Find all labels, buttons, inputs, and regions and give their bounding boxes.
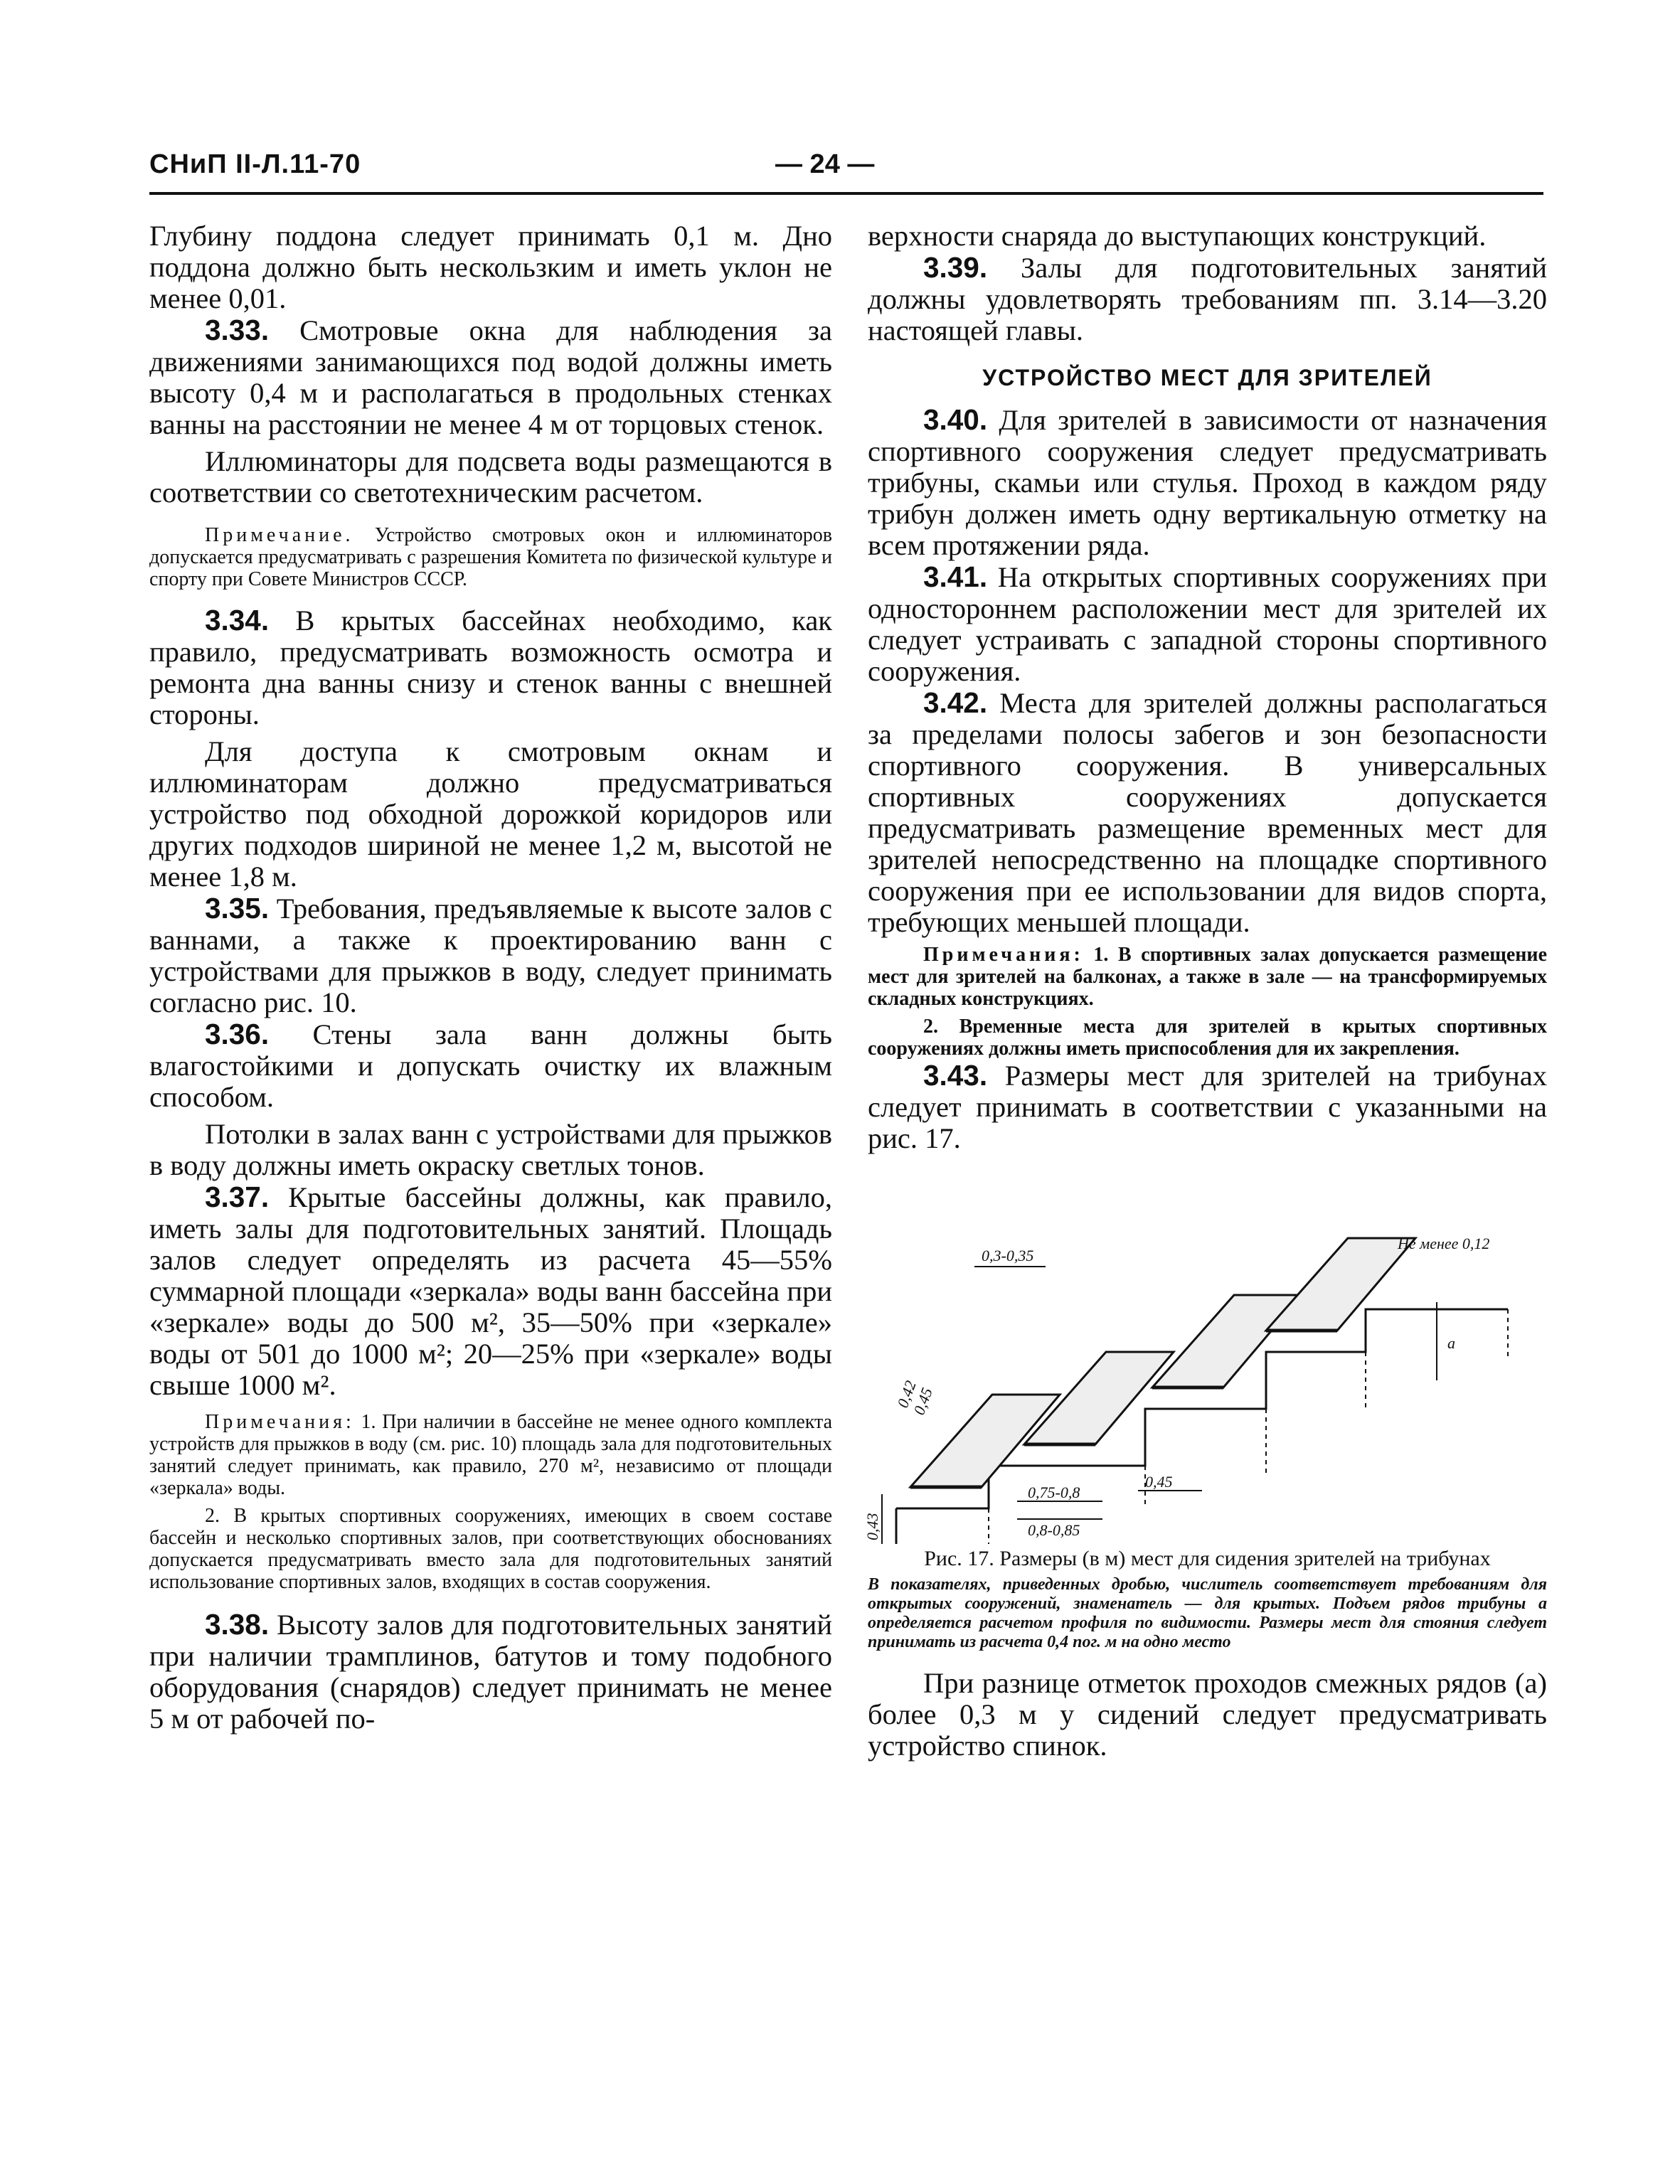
clause-text: Крытые бассейны должны, как правило, иметь залы для подготовительных занятий. Площадь залов следует определять из расчета 45—55% суммарной площади «зеркала» воды ванн бассейна при «зеркале» воды до 500 м², 35—50% при «зеркале» воды от 501 до 1000 м²; 20—25% при «зеркале» воды свыше 1000 м². — [149, 1181, 832, 1401]
clause-number: 3.33. — [205, 314, 270, 346]
clause-number: 3.34. — [205, 604, 270, 636]
label-08: 0,8-0,85 — [1028, 1521, 1080, 1539]
note — [149, 1411, 832, 1499]
note — [149, 524, 832, 590]
clause-text: Стены зала ванн должны быть влагостойкими и допускать очистку их влажным способом. — [149, 1018, 832, 1113]
section-heading: УСТРОЙСТВО МЕСТ ДЛЯ ЗРИТЕЛЕЙ — [982, 365, 1432, 390]
clause-number: 3.43. — [923, 1059, 988, 1092]
paragraph: Глубину поддона следует принимать 0,1 м. Дно поддона должно быть нескользким и иметь уклон не менее 0,01. — [149, 220, 832, 314]
note-text: 1. В спортивных залах допускается размещение мест для зрителей на балконах, а также в зале — на трансформируемых складных конструкциях. — [868, 944, 1547, 1010]
paragraph-3-39 — [868, 252, 1547, 346]
left-column — [149, 220, 832, 1735]
seat-3 — [1152, 1295, 1302, 1387]
clause-number: 3.35. — [205, 892, 270, 925]
clause-number: 3.36. — [205, 1018, 270, 1050]
clause-text: Для зрителей в зависимости от назначения спортивного сооружения следует предусматривать трибуны, скамьи или стулья. Проход в каждом ряду трибун должен иметь одну вертикальную отметку на всем протяжении ряда. — [868, 404, 1547, 561]
note-text: 1. При наличии в бассейне не менее одного комплекта устройств для прыжков в воду (см. рис. 10) площадь зала для подготовительных занятий следует принимать, как правило, 270 м², независимо от площади «зеркала» воды. — [149, 1411, 832, 1499]
note-label: Примечания: — [205, 1411, 355, 1433]
paragraph-3-34 — [149, 604, 832, 730]
seat-4 — [1266, 1238, 1415, 1331]
note: 2. В крытых спортивных сооружениях, имеющих в своем составе бассейн и несколько спортивных залов, при соответствующих обоснованиях допускается предусматривать вместо зала для подготовительных занятий использование спортивных залов, входящих в состав сооружения. — [149, 1505, 832, 1593]
page-header — [149, 142, 1543, 195]
right-column — [863, 220, 1547, 1762]
paragraph-3-42 — [868, 687, 1547, 938]
clause-text: Смотровые окна для наблюдения за движениями занимающихся под водой должны иметь высоту 0,4 м и располагаться в продольных стенках ванны на расстоянии не менее 4 м от торцовых стенок. — [149, 314, 832, 440]
clause-number: 3.37. — [205, 1181, 270, 1213]
clause-text: Требования, предъявляемые к высоте залов с ваннами, а также к проектированию ванн с устройствами для прыжков в воду, следует принимать согласно рис. 10. — [149, 893, 832, 1018]
paragraph-3-40 — [868, 404, 1547, 561]
note — [868, 944, 1547, 1010]
paragraph-3-33 — [149, 314, 832, 440]
note: 2. Временные места для зрителей в крытых спортивных сооружениях должны иметь приспособления для их закрепления. — [868, 1016, 1547, 1060]
clause-text: Размеры мест для зрителей на трибунах следует принимать в соответствии с указанными на рис. 17. — [868, 1060, 1547, 1154]
label-042: 0,42 — [893, 1378, 920, 1410]
paragraph-3-41 — [868, 561, 1547, 687]
label-045a: 0,45 — [910, 1385, 936, 1417]
clause-text: Залы для подготовительных занятий должны удовлетворять требованиям пп. 3.14—3.20 настоящей главы. — [868, 252, 1547, 346]
document-code: СНиП II-Л.11-70 — [149, 149, 361, 179]
paragraph: Потолки в залах ванн с устройствами для прыжков в воду должны иметь окраску светлых тонов. — [149, 1118, 832, 1181]
stands-diagram — [863, 1174, 1547, 1544]
paragraph-3-43 — [868, 1060, 1547, 1154]
label-top: 0,3-0,35 — [982, 1247, 1034, 1264]
page-number: — 24 — — [775, 149, 875, 179]
paragraph: Для доступа к смотровым окнам и иллюминаторам должно предусматриваться устройство под обходной дорожкой коридоров или других подходов шириной не менее 1,2 м, высотой не менее 1,8 м. — [149, 735, 832, 893]
label-a: а — [1447, 1334, 1455, 1352]
clause-text: В крытых бассейнах необходимо, как правило, предусматривать возможность осмотра и ремонта дна ванны снизу и стенок ванны с внешней стороны. — [149, 604, 832, 730]
paragraph: верхности снаряда до выступающих конструкций. — [868, 220, 1487, 252]
clause-number: 3.38. — [205, 1608, 270, 1641]
paragraph-3-38 — [149, 1609, 832, 1735]
clause-number: 3.42. — [923, 686, 988, 719]
clause-number: 3.41. — [923, 560, 988, 593]
clause-text: Высоту залов для подготовительных занятий при наличии трамплинов, батутов и тому подобного оборудования (снарядов) следует принимать не менее 5 м от рабочей по- — [149, 1609, 832, 1735]
note-label: Примечание. — [205, 524, 354, 546]
clause-number: 3.40. — [923, 403, 988, 436]
note-text: Устройство смотровых окон и иллюминаторов допускается предусматривать с разрешения Комитета по физической культуре и спорту при Совете Министров СССР. — [149, 524, 832, 590]
clause-text: Места для зрителей должны располагаться за пределами полосы забегов и зон безопасности спортивного сооружения. В универсальных спортивных сооружениях допускается предусматривать размещение временных мест для зрителей непосредственно на площадке спортивного сооружения при ее использовании для видов спорта, требующих меньшей площади. — [868, 687, 1547, 938]
paragraph: Иллюминаторы для подсвета воды размещаются в соответствии со светотехническим расчетом. — [149, 445, 832, 508]
paragraph-3-36 — [149, 1018, 832, 1113]
paragraph-3-37 — [149, 1181, 832, 1401]
paragraph-3-35 — [149, 893, 832, 1018]
label-075: 0,75-0,8 — [1028, 1483, 1080, 1501]
label-043: 0,43 — [863, 1513, 881, 1540]
clause-text: На открытых спортивных сооружениях при одностороннем расположении мест для зрителей их следует устраивать с западной стороны спортивного сооружения. — [868, 561, 1547, 687]
figure-17 — [863, 1174, 1547, 1544]
label-min-height: Не менее 0,12 — [1398, 1235, 1490, 1252]
figure-caption: Рис. 17. Размеры (в м) мест для сидения зрителей на трибунах — [924, 1547, 1491, 1570]
paragraph: При разнице отметок проходов смежных рядов (а) более 0,3 м у сидений следует предусматривать устройство спинок. — [868, 1667, 1547, 1762]
clause-number: 3.39. — [923, 251, 988, 284]
label-045b: 0,45 — [1145, 1473, 1173, 1491]
figure-note: В показателях, приведенных дробью, числитель соответствует требованиям для открытых сооружений, знаменатель — для крытых. Подъем рядов трибуны а определяется расчетом профиля по видимости. Размеры мест для стояния следует принимать из расчета 0,4 пог. м на одно место — [868, 1575, 1547, 1651]
note-label: Примечания: — [923, 944, 1084, 966]
